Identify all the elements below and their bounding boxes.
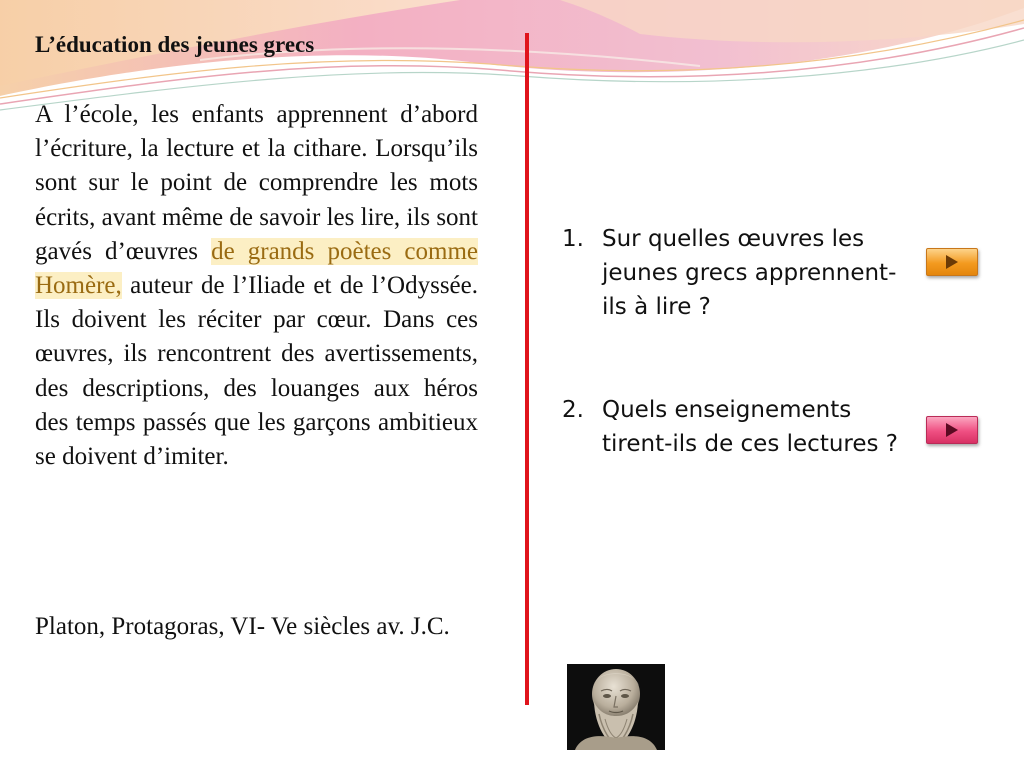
question-2 bbox=[562, 393, 902, 461]
source-text-passage bbox=[35, 98, 478, 474]
homer-bust-icon bbox=[567, 664, 665, 750]
question-text: Sur quelles œuvres les jeunes grecs apprennent-ils à lire ? bbox=[602, 226, 897, 320]
passage-text-start: A l’école, les enfants apprennent d’abord l’écriture, la lecture et la cithare. Lorsqu’ils sont sur le point de comprendre les mots écrits, avant même de savoir les lire, ils sont gavés d’œuvres bbox=[35, 101, 478, 265]
vertical-divider bbox=[525, 33, 529, 705]
play-button-question-1[interactable] bbox=[926, 248, 978, 276]
source-citation: Platon, Protagoras, VI- Ve siècles av. J.C. bbox=[35, 613, 450, 640]
question-1 bbox=[562, 222, 902, 324]
homer-bust-image bbox=[567, 664, 665, 750]
question-text: Quels enseignements tirent-ils de ces lectures ? bbox=[602, 397, 899, 457]
play-button-question-2[interactable] bbox=[926, 416, 978, 444]
question-number: 1. bbox=[562, 226, 584, 252]
play-icon bbox=[927, 417, 977, 443]
slide-title: L’éducation des jeunes grecs bbox=[35, 32, 315, 57]
question-number: 2. bbox=[562, 397, 584, 423]
play-icon bbox=[927, 249, 977, 275]
highlighted-phrase: de grands poètes comme Homère, bbox=[35, 237, 478, 300]
passage-text-end: auteur de l’Iliade et de l’Odyssée. Ils doivent les réciter par cœur. Dans ces œuvres, ils rencontrent des avertissements, des descriptions, des louanges aux héros des temps passés que les garçons ambitieux se doivent d’imiter. bbox=[35, 272, 478, 471]
